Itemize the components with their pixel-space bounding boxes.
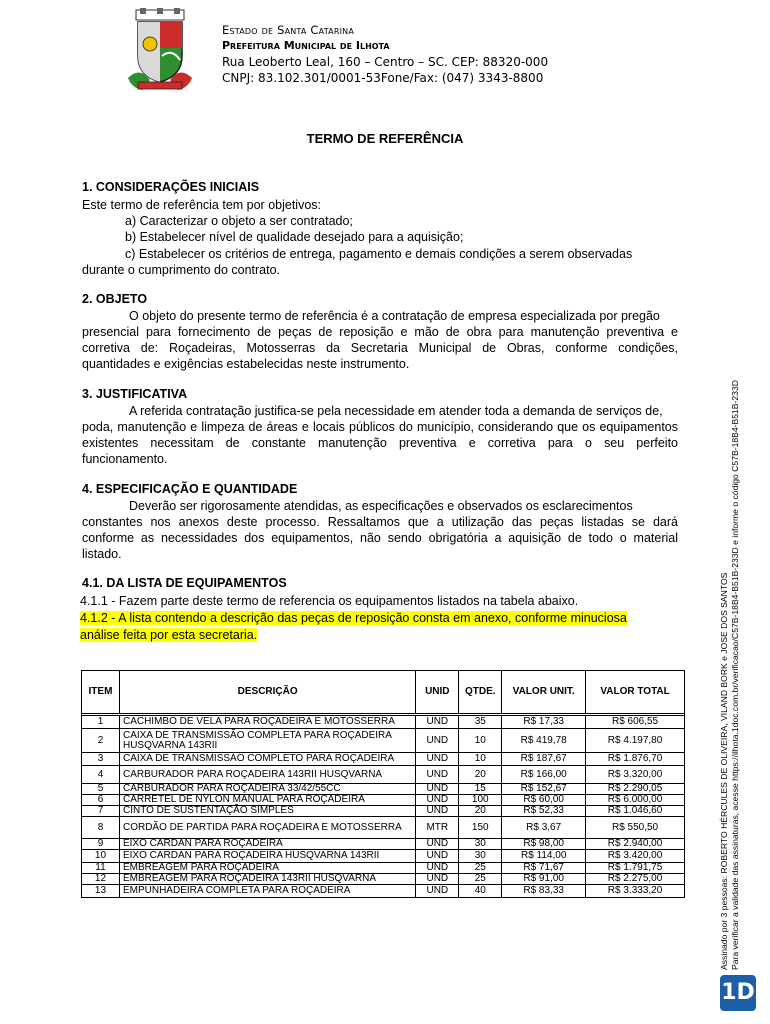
- cell-qtde: 40: [459, 885, 502, 898]
- cell-valor-unit: R$ 91,00: [502, 874, 586, 885]
- cell-descricao: EMBREAGEM PARA ROÇADEIRA 143RII HUSQVARNA: [119, 874, 415, 885]
- cell-valor-total: R$ 550,50: [586, 817, 685, 839]
- signature-stamp: [719, 380, 741, 970]
- cell-descricao: EMPUNHADEIRA COMPLETA PARA ROÇADEIRA: [119, 885, 415, 898]
- cell-item: 13: [82, 885, 120, 898]
- cell-descricao: CARBURADOR PARA ROÇADEIRA 143RII HUSQVARNA: [119, 766, 415, 784]
- table-row: [82, 863, 685, 874]
- cell-valor-total: R$ 1.791,75: [586, 863, 685, 874]
- table-row: [82, 839, 685, 850]
- cell-item: 2: [82, 729, 120, 753]
- cell-unid: UND: [416, 753, 459, 766]
- table-row: [82, 766, 685, 784]
- cell-qtde: 100: [459, 795, 502, 806]
- cell-qtde: 25: [459, 874, 502, 885]
- cell-qtde: 10: [459, 753, 502, 766]
- cell-descricao: CARBURADOR PARA ROÇADEIRA 33/42/55CC: [119, 784, 415, 795]
- cell-unid: UND: [416, 716, 459, 729]
- section-4-heading: 4. ESPECIFICAÇÃO E QUANTIDADE: [82, 482, 298, 496]
- objective-b: b) Estabelecer nível de qualidade desejado para a aquisição;: [125, 230, 464, 244]
- header-valor-unit: VALOR UNIT.: [502, 671, 586, 714]
- header-qtde: QTDE.: [459, 671, 502, 714]
- cell-qtde: 15: [459, 784, 502, 795]
- cell-qtde: 150: [459, 817, 502, 839]
- cell-unid: UND: [416, 784, 459, 795]
- section-3-line-3: existentes necessitam de constante manutenção preventiva e corretiva para o seu perfeito: [82, 436, 678, 450]
- section-1-heading: 1. CONSIDERAÇÕES INICIAIS: [82, 180, 260, 194]
- cell-valor-total: R$ 2.290,05: [586, 784, 685, 795]
- cell-descricao: EIXO CARDAN PARA ROÇADEIRA: [119, 839, 415, 850]
- cell-descricao: CARRETEL DE NYLON MANUAL PARA ROÇADEIRA: [119, 795, 415, 806]
- header-state: Estado de Santa Catarina: [222, 23, 355, 37]
- cell-unid: UND: [416, 874, 459, 885]
- table-row: [82, 753, 685, 766]
- section-4-line-1: Deverão ser rigorosamente atendidas, as especificações e observados os esclarecimentos: [129, 499, 633, 513]
- cell-item: 7: [82, 806, 120, 817]
- section-2-line-3: corretiva de: Roçadeiras, Motosserras da Secretaria Municipal de Obras, conforme condições,: [82, 341, 678, 355]
- cell-descricao: CINTO DE SUSTENTAÇÃO SIMPLES: [119, 806, 415, 817]
- header-unid: UNID: [416, 671, 459, 714]
- cell-valor-total: R$ 2.275,00: [586, 874, 685, 885]
- section-2-heading: 2. OBJETO: [82, 292, 148, 306]
- cell-valor-total: R$ 3.333,20: [586, 885, 685, 898]
- cell-descricao: CAIXA DE TRANSMISSÃO COMPLETA PARA ROÇADEIRA HUSQVARNA 143RII: [119, 729, 415, 753]
- cell-valor-unit: R$ 166,00: [502, 766, 586, 784]
- section-3-line-2: poda, manutenção e limpeza de áreas e locais públicos do município, considerando que os equipamentos: [82, 420, 678, 434]
- cell-valor-total: R$ 606,55: [586, 716, 685, 729]
- cell-qtde: 35: [459, 716, 502, 729]
- section-1-intro: Este termo de referência tem por objetivos:: [82, 198, 322, 212]
- cell-descricao: EIXO CARDAN PARA ROÇADEIRA HUSQVARNA 143RII: [119, 850, 415, 863]
- section-4-1-2-highlight: 4.1.2 - A lista contendo a descrição das peças de reposição consta em anexo, conforme minuciosa: [80, 611, 627, 625]
- header-valor-total: VALOR TOTAL: [586, 671, 685, 714]
- table-row: [82, 806, 685, 817]
- cell-valor-unit: R$ 60,00: [502, 795, 586, 806]
- header-cnpj: CNPJ: 83.102.301/0001-53Fone/Fax: (047) 3343-8800: [222, 71, 544, 85]
- cell-unid: UND: [416, 863, 459, 874]
- table-row: [82, 795, 685, 806]
- section-2-line-1: O objeto do presente termo de referência é a contratação de empresa especializada por pregão: [129, 309, 660, 323]
- equipment-table: [81, 670, 685, 898]
- municipal-crest: [128, 8, 192, 92]
- cell-qtde: 20: [459, 806, 502, 817]
- cell-qtde: 30: [459, 839, 502, 850]
- cell-valor-total: R$ 1.046,60: [586, 806, 685, 817]
- cell-unid: UND: [416, 885, 459, 898]
- table-row: [82, 784, 685, 795]
- signature-stamp-line-2: Para verificar a validade das assinaturas, acesse https://ilhota.1doc.com.br/verificacao/C57B-18B4-B51B-233D e informe o código C57B-18B4-B51B-233D: [730, 380, 740, 970]
- header-prefeitura: Prefeitura Municipal de Ilhota: [222, 39, 390, 52]
- table-row: [82, 874, 685, 885]
- section-2-line-2: presencial para fornecimento de peças de reposição e mão de obra para manutenção preventiva e: [82, 325, 678, 339]
- cell-valor-total: R$ 2.940,00: [586, 839, 685, 850]
- objective-a: a) Caracterizar o objeto a ser contratado;: [125, 214, 353, 228]
- section-3-line-1: A referida contratação justifica-se pela necessidade em atender toda a demanda de serviços de,: [129, 404, 663, 418]
- cell-item: 9: [82, 839, 120, 850]
- table-row: [82, 817, 685, 839]
- cell-item: 3: [82, 753, 120, 766]
- cell-item: 10: [82, 850, 120, 863]
- cell-valor-unit: R$ 52,33: [502, 806, 586, 817]
- section-4-1-heading: 4.1. DA LISTA DE EQUIPAMENTOS: [82, 576, 287, 590]
- section-4-line-3: conforme as necessidades dos equipamentos, não sendo obrigatória a aquisição de todo o material: [82, 531, 678, 545]
- cell-unid: UND: [416, 766, 459, 784]
- cell-unid: MTR: [416, 817, 459, 839]
- cell-valor-total: R$ 6.000,00: [586, 795, 685, 806]
- section-4-1-2-highlight-continued: análise feita por esta secretaria.: [80, 628, 258, 642]
- header-address: Rua Leoberto Leal, 160 – Centro – SC. CEP: 88320-000: [222, 55, 549, 69]
- cell-valor-total: R$ 3.420,00: [586, 850, 685, 863]
- cell-valor-unit: R$ 187,67: [502, 753, 586, 766]
- cell-item: 5: [82, 784, 120, 795]
- 1doc-logo-text: 1D: [721, 980, 755, 1005]
- cell-qtde: 20: [459, 766, 502, 784]
- cell-qtde: 25: [459, 863, 502, 874]
- cell-valor-unit: R$ 83,33: [502, 885, 586, 898]
- cell-valor-unit: R$ 419,78: [502, 729, 586, 753]
- cell-item: 1: [82, 716, 120, 729]
- header-item: ITEM: [82, 671, 120, 714]
- section-3-line-4: funcionamento.: [82, 452, 168, 466]
- section-3-heading: 3. JUSTIFICATIVA: [82, 387, 188, 401]
- cell-valor-total: R$ 1.876,70: [586, 753, 685, 766]
- cell-unid: UND: [416, 729, 459, 753]
- cell-valor-unit: R$ 98,00: [502, 839, 586, 850]
- cell-descricao: CAIXA DE TRANSMISSÃO COMPLETO PARA ROÇADEIRA: [119, 753, 415, 766]
- cell-unid: UND: [416, 806, 459, 817]
- table-row: [82, 729, 685, 753]
- objective-c: c) Estabelecer os critérios de entrega, pagamento e demais condições a serem observadas: [125, 247, 633, 261]
- document-title: TERMO DE REFERÊNCIA: [306, 131, 464, 146]
- cell-unid: UND: [416, 795, 459, 806]
- signature-stamp-line-1: Assinado por 3 pessoas: ROBERTO HÉRCULES DE OLIVEIRA, VILAND BORK e JOSE DOS SANTOS: [719, 572, 729, 970]
- table-row: [82, 885, 685, 898]
- cell-descricao: CACHIMBO DE VELA PARA ROÇADEIRA E MOTOSSERRA: [119, 716, 415, 729]
- section-4-1-1: 4.1.1 - Fazem parte deste termo de referencia os equipamentos listados na tabela abaixo.: [80, 594, 579, 608]
- section-2-line-4: quantidades e exigências estabelecidas neste instrumento.: [82, 357, 410, 371]
- objective-c-continued: durante o cumprimento do contrato.: [82, 263, 281, 277]
- table-header-row: [82, 671, 685, 714]
- cell-valor-unit: R$ 114,00: [502, 850, 586, 863]
- cell-valor-unit: R$ 152,67: [502, 784, 586, 795]
- cell-item: 4: [82, 766, 120, 784]
- cell-qtde: 30: [459, 850, 502, 863]
- table-row: [82, 716, 685, 729]
- cell-qtde: 10: [459, 729, 502, 753]
- cell-unid: UND: [416, 839, 459, 850]
- 1doc-logo: [720, 975, 756, 1011]
- table-row: [82, 850, 685, 863]
- cell-descricao: EMBREAGEM PARA ROÇADEIRA: [119, 863, 415, 874]
- cell-valor-unit: R$ 17,33: [502, 716, 586, 729]
- section-4-line-2: constantes nos anexos deste processo. Ressaltamos que a utilização das peças listadas se dará: [82, 515, 678, 529]
- cell-item: 11: [82, 863, 120, 874]
- cell-valor-unit: R$ 71,67: [502, 863, 586, 874]
- cell-valor-total: R$ 4.197,80: [586, 729, 685, 753]
- cell-item: 8: [82, 817, 120, 839]
- cell-valor-total: R$ 3.320,00: [586, 766, 685, 784]
- section-4-line-4: listado.: [82, 547, 122, 561]
- cell-unid: UND: [416, 850, 459, 863]
- cell-valor-unit: R$ 3,67: [502, 817, 586, 839]
- cell-descricao: CORDÃO DE PARTIDA PARA ROÇADEIRA E MOTOSSERRA: [119, 817, 415, 839]
- cell-item: 12: [82, 874, 120, 885]
- header-descricao: DESCRIÇÃO: [119, 671, 415, 714]
- cell-item: 6: [82, 795, 120, 806]
